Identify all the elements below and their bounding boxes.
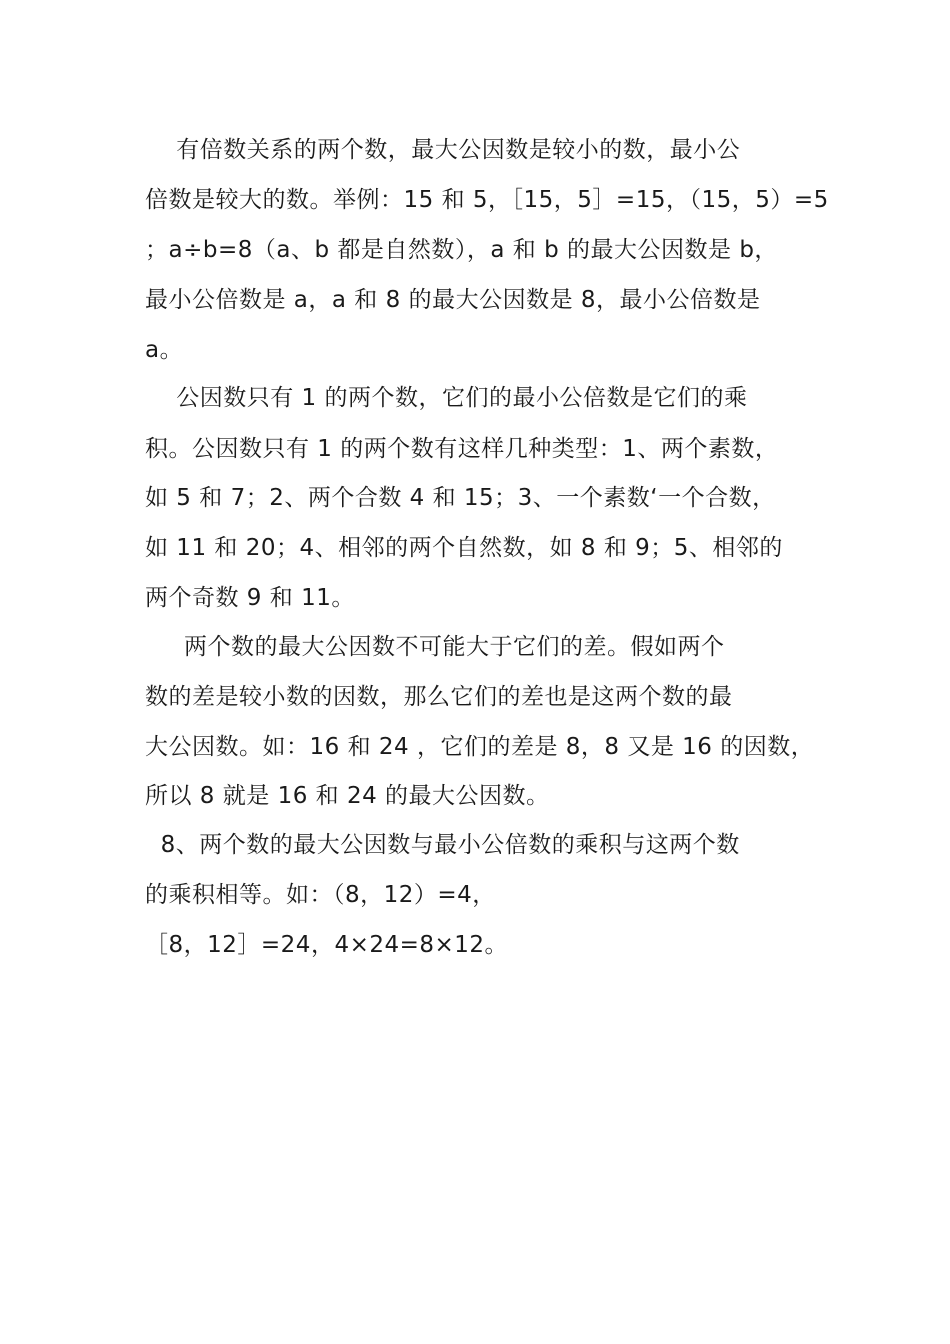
paragraph-line: 的乘积相等。如：（8，12）=4，	[145, 882, 496, 908]
paragraph-line: 最小公倍数是 a，a 和 8 的最大公因数是 8，最小公倍数是	[145, 287, 761, 313]
paragraph-line: 数的差是较小数的因数，那么它们的差也是这两个数的最	[145, 684, 733, 710]
paragraph-line: 所以 8 就是 16 和 24 的最大公因数。	[145, 783, 550, 809]
paragraph-line: 如 5 和 7；2、两个合数 4 和 15；3、一个素数‘一个合数，	[145, 485, 776, 511]
paragraph-line: 大公因数。如：16 和 24 ，它们的差是 8，8 又是 16 的因数，	[145, 734, 815, 760]
paragraph-line: 如 11 和 20；4、相邻的两个自然数，如 8 和 9；5、相邻的	[145, 535, 783, 561]
paragraph-line: a。	[145, 337, 184, 363]
paragraph-line: 两个数的最大公因数不可能大于它们的差。假如两个	[145, 634, 725, 660]
paragraph-line: 有倍数关系的两个数，最大公因数是较小的数，最小公	[145, 137, 741, 163]
paragraph-line: 积。公因数只有 1 的两个数有这样几种类型：1、两个素数，	[145, 436, 779, 462]
paragraph-line: ；a÷b=8（a、b 都是自然数），a 和 b 的最大公因数是 b，	[145, 237, 778, 263]
paragraph-line: 倍数是较大的数。举例：15 和 5，［15，5］=15，（15，5）=5	[145, 187, 829, 213]
paragraph-line: ［8，12］=24，4×24=8×12。	[145, 932, 509, 958]
paragraph-line: 两个奇数 9 和 11。	[145, 585, 355, 611]
paragraph-line: 8、两个数的最大公因数与最小公倍数的乘积与这两个数	[145, 832, 740, 858]
paragraph-line: 公因数只有 1 的两个数，它们的最小公倍数是它们的乘	[145, 385, 748, 411]
